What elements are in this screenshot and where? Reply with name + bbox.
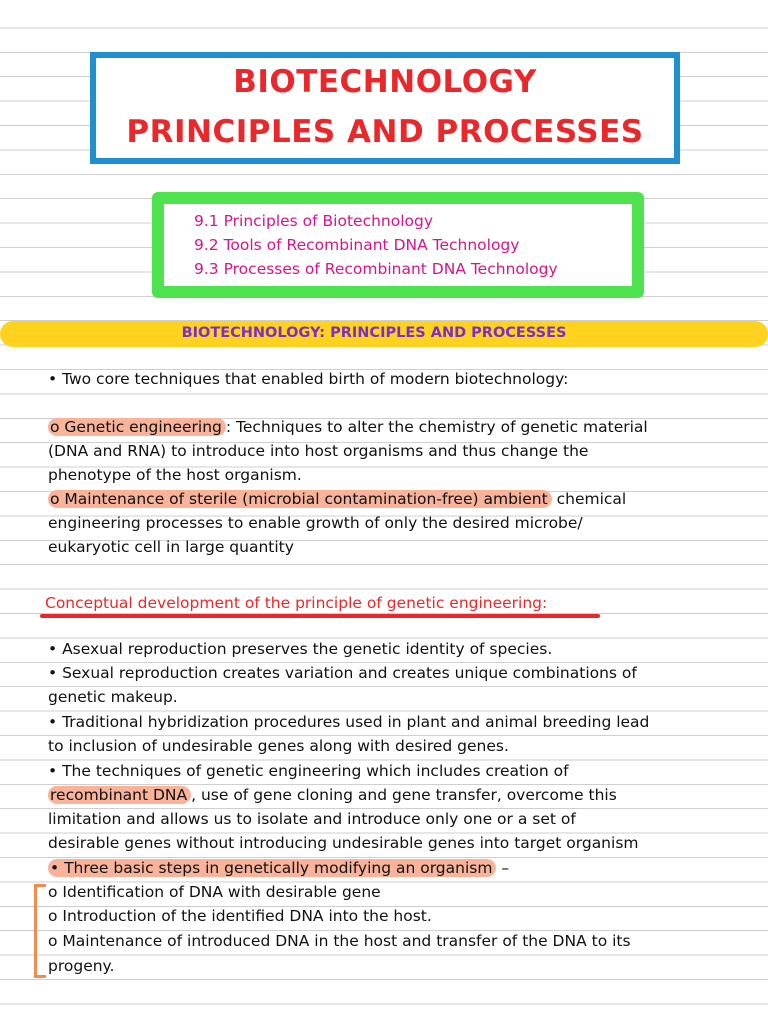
genetic-engineering-line-3: phenotype of the host organism. [48, 466, 302, 484]
genetic-engineering-line-1: o Genetic engineering : Techniques to alter the chemistry of genetic material [50, 418, 648, 436]
recombinant-dna-term: recombinant DNA [48, 786, 191, 804]
intro-bullet: • Two core techniques that enabled birth of modern biotechnology: [48, 370, 569, 388]
sterile-maintenance-line-2: engineering processes to enable growth of only the desired microbe/ [48, 514, 583, 532]
title-line-1: BIOTECHNOLOGY [233, 64, 537, 100]
concept-line-sexual: • Sexual reproduction creates variation and creates unique combinations of [48, 664, 637, 682]
concept-line-asexual: • Asexual reproduction preserves the genetic identity of species. [48, 640, 553, 658]
toc-item-9-3: 9.3 Processes of Recombinant DNA Technology [194, 260, 558, 278]
concept-line-hybridization: • Traditional hybridization procedures used in plant and animal breeding lead [48, 713, 650, 731]
step-introduction: o Introduction of the identified DNA into the host. [48, 907, 432, 925]
concept-line-desirable: desirable genes without introducing undesirable genes into target organism [48, 834, 639, 852]
genetic-engineering-line-2: (DNA and RNA) to introduce into host organisms and thus change the [48, 442, 589, 460]
step-maintenance: o Maintenance of introduced DNA in the host and transfer of the DNA to its [48, 932, 631, 950]
concept-line-techniques: • The techniques of genetic engineering which includes creation of [48, 762, 569, 780]
concept-line-three-steps: • Three basic steps in genetically modifying an organism – [50, 859, 510, 877]
concept-heading-underline [40, 614, 600, 618]
toc-item-9-1: 9.1 Principles of Biotechnology [194, 212, 434, 230]
sterile-maintenance-line-3: eukaryotic cell in large quantity [48, 538, 294, 556]
three-steps-term: • Three basic steps in genetically modifying an organism [48, 859, 496, 877]
concept-heading: Conceptual development of the principle of genetic engineering: [45, 594, 548, 612]
sterile-maintenance-term: o Maintenance of sterile (microbial contamination-free) ambient [48, 490, 552, 508]
concept-line-genetic-makeup: genetic makeup. [48, 688, 178, 706]
section-heading: BIOTECHNOLOGY: PRINCIPLES AND PROCESSES [181, 325, 567, 341]
concept-line-undesirable: to inclusion of undesirable genes along with desired genes. [48, 737, 509, 755]
toc-box [152, 192, 644, 298]
step-progeny: progeny. [48, 957, 115, 975]
concept-line-limitation: limitation and allows us to isolate and introduce only one or a set of [48, 810, 576, 828]
concept-line-recombinant: recombinant DNA , use of gene cloning and gene transfer, overcome this [50, 786, 617, 804]
sterile-maintenance-line-1: o Maintenance of sterile (microbial contamination-free) ambient chemical [50, 490, 627, 508]
genetic-engineering-term: o Genetic engineering [48, 418, 226, 436]
toc-item-9-2: 9.2 Tools of Recombinant DNA Technology [194, 236, 520, 254]
title-box [90, 52, 680, 164]
steps-bracket [34, 884, 46, 978]
step-identification: o Identification of DNA with desirable gene [48, 883, 381, 901]
title-line-2: PRINCIPLES AND PROCESSES [126, 114, 644, 150]
